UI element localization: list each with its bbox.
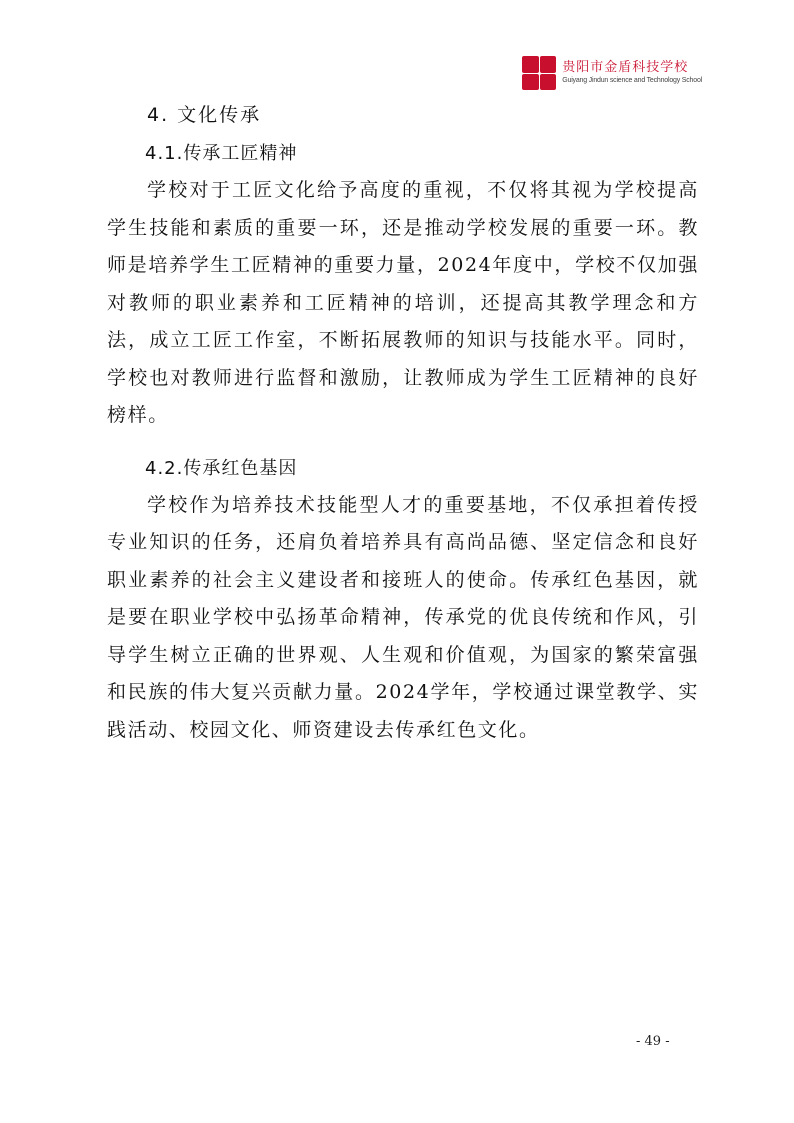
school-logo — [522, 56, 556, 90]
subsection-title: 4.2.传承红色基因 — [145, 457, 298, 479]
school-name-english: Guiyang Jindun science and Technology School — [562, 77, 702, 84]
logo-seal-cell — [522, 56, 539, 73]
logo-seal-cell — [540, 56, 557, 73]
page-header — [522, 56, 702, 90]
section-title: 4. 文化传承 — [147, 104, 262, 126]
school-name-block — [562, 60, 702, 86]
logo-seal-cell — [522, 74, 539, 91]
body-paragraph: 学校作为培养技术技能型人才的重要基地，不仅承担着传授专业知识的任务，还肩负着培养具有高尚品德、坚定信念和良好职业素养的社会主义建设者和接班人的使命。传承红色基因，就是要在职业学校中弘扬革命精神，传承党的优良传统和作风，引导学生树立正确的世界观、人生观和价值观，为国家的繁荣富强和民族的伟大复兴贡献力量。2024学年，学校通过课堂教学、实践活动、校园文化、师资建设去传承红色文化。 — [107, 493, 699, 741]
page-number: - 49 - — [636, 1034, 670, 1049]
subsection-title: 4.1.传承工匠精神 — [145, 143, 298, 164]
logo-seal-cell — [540, 74, 557, 91]
school-name-chinese: 贵阳市金盾科技学校 — [562, 60, 689, 75]
document-body — [107, 98, 699, 749]
section-spacer — [107, 435, 699, 447]
body-paragraph: 学校对于工匠文化给予高度的重视，不仅将其视为学校提高学生技能和素质的重要一环，还是推动学校发展的重要一环。教师是培养学生工匠精神的重要力量，2024年度中，学校不仅加强对教师的职业素养和工匠精神的培训，还提高其教学理念和方法，成立工匠工作室，不断拓展教师的知识与技能水平。同时，学校也对教师进行监督和激励，让教师成为学生工匠精神的良好榜样。 — [107, 179, 699, 426]
